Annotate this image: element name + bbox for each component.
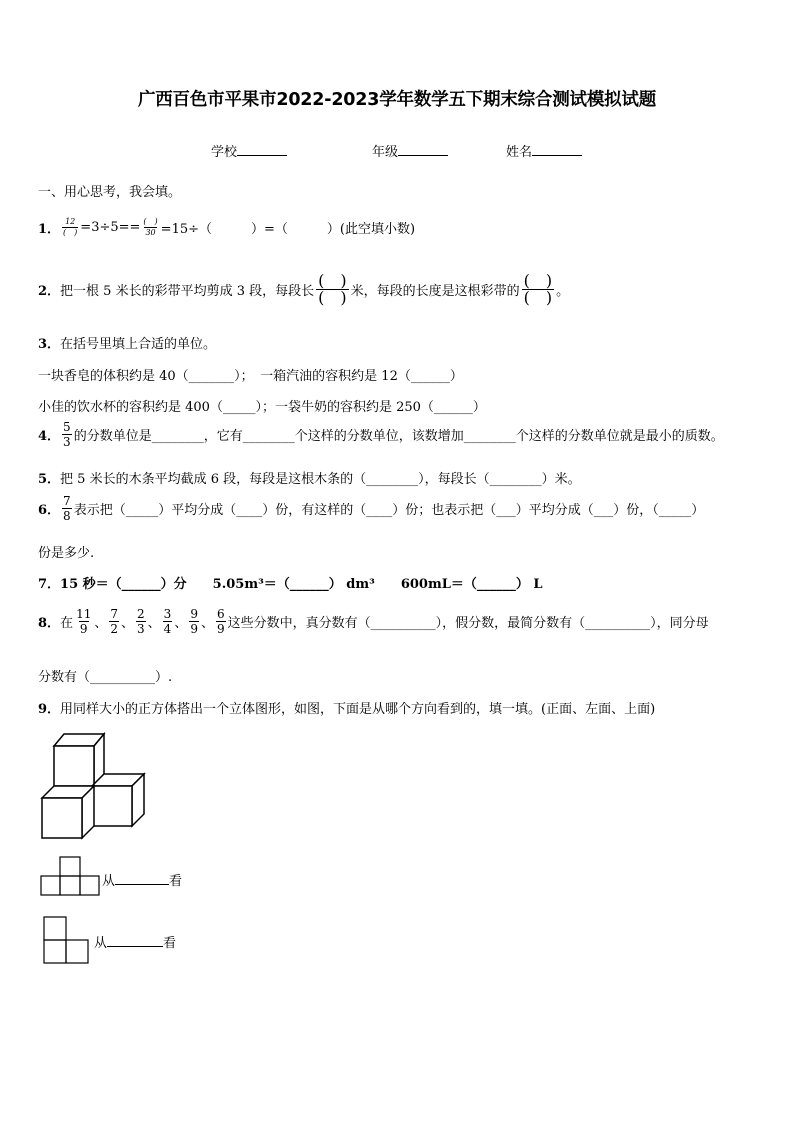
question-1: 1． $\frac{12}{( )}$ =3÷5== $\frac{( )}{30}$ =15÷（ ）=（ ）(此空填小数): [38, 217, 416, 237]
question-3-line-2: 小佳的饮水杯的容积约是 400（_____）；一袋牛奶的容积约是 250（______）: [38, 400, 486, 415]
school-field[interactable]: [211, 141, 287, 160]
grade-label: 年级: [372, 145, 399, 160]
question-9: 9．用同样大小的正方体搭出一个立体图形，如图，下面是从哪个方向看到的，填一填。(正面、左面、上面): [38, 702, 656, 717]
answer-fraction-blank[interactable]: $\frac{( )}{( )}$: [318, 271, 347, 307]
fraction: $\frac{12}{( )}$: [63, 217, 78, 237]
fraction: $\frac{6}{9}$: [216, 607, 225, 636]
question-4: 4． $\frac{5}{3}$ 的分数单位是________，它有________个这样的分数单位，该数增加________个这样的分数单位就是最小的质数。: [38, 420, 724, 449]
cube-stack-figure: [38, 730, 150, 840]
fraction: $\frac{( )}{30}$: [143, 217, 158, 237]
page-title: 广西百色市平果市2022-2023学年数学五下期末综合测试模拟试题: [137, 90, 657, 110]
question-2: 2． 把一根 5 米长的彩带平均剪成 3 段，每段长 $\frac{( )}{( )}$ 米，每段的长度是这根彩带的 $\frac{( )}{( )}$ 。: [38, 271, 570, 307]
fraction: $\frac{5}{3}$: [63, 420, 71, 449]
question-8: 8． 在 $\frac{11}{9}$ 、 $\frac{7}{2}$ 、 $\frac{2}{3}$ 、 $\frac{3}{4}$ 、 $\frac{9}{9}$ 、 $\frac{6}{9}$ 这些分数中，真分数有（__________），假分数，最简分数有（__________），同分母: [38, 607, 709, 636]
question-3-line-1: 一块香皂的体积约是 40（_______）； 一箱汽油的容积约是 12（______）: [38, 369, 463, 384]
question-6: 6． $\frac{7}{8}$ 表示把（_____）平均分成（____）份，有这样的（____）份；也表示把（___）平均分成（___）份，（_____）: [38, 494, 705, 523]
fraction: $\frac{2}{3}$: [137, 607, 145, 636]
fraction: $\frac{11}{9}$: [76, 607, 92, 636]
answer-fraction-blank[interactable]: $\frac{( )}{( )}$: [523, 271, 553, 307]
name-field[interactable]: [506, 141, 582, 160]
question-3: 3．在括号里填上合适的单位。: [38, 337, 217, 352]
view-1-figure: [40, 856, 100, 896]
view-2-figure: [43, 916, 89, 964]
question-5: 5．把 5 米长的木条平均截成 6 段，每段是这根木条的（________），每段长（________）米。: [38, 472, 581, 487]
view-2-answer[interactable]: 从 看: [94, 936, 177, 951]
grade-field[interactable]: [372, 141, 448, 160]
fraction: $\frac{3}{4}$: [163, 607, 172, 636]
view-1-answer[interactable]: 从 看: [102, 874, 183, 889]
question-6-line-2: 份是多少.: [38, 546, 95, 561]
question-7: 7．15 秒＝（______）分 5.05m³＝（______） dm³ 600mL＝（______） L: [38, 577, 543, 592]
name-label: 姓名: [506, 145, 533, 160]
school-label: 学校: [211, 145, 238, 160]
fraction: $\frac{9}{9}$: [190, 607, 198, 636]
question-8-line-2: 分数有（__________）.: [38, 670, 173, 685]
section-heading: 一、用心思考，我会填。: [38, 185, 182, 200]
fraction: $\frac{7}{8}$: [63, 494, 71, 523]
fraction: $\frac{7}{2}$: [110, 607, 118, 636]
